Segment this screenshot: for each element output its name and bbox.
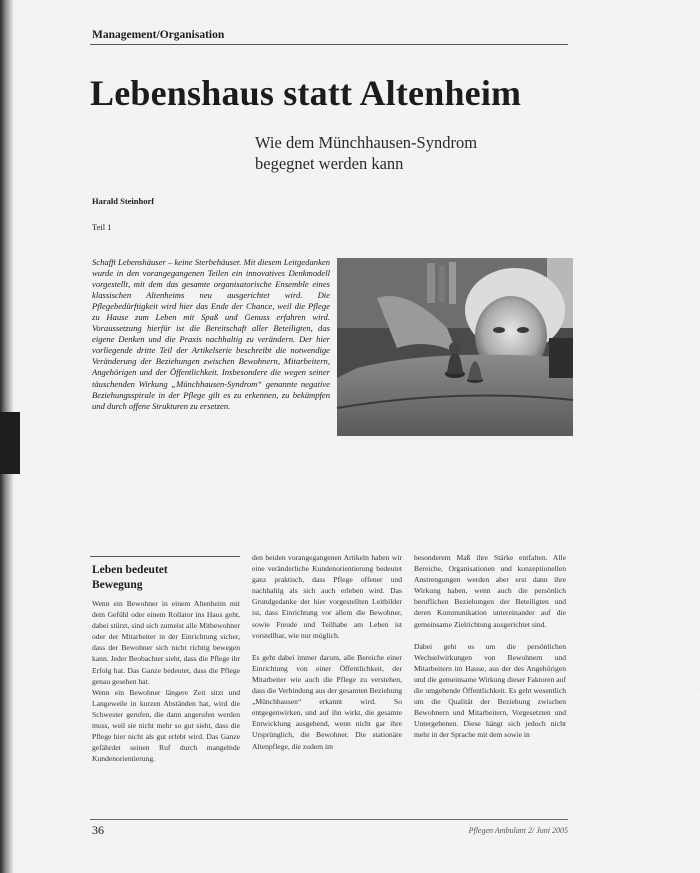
body-paragraph: Dabei geht es um die persönlichen Wechselwirkungen von Bewohnern und Mitarbeitern im Hause, aus der des Angehörigen und die gemeinsame Wirkung dieser Faktoren auf die umgebende Öffentlichkeit. Es geht wesentlich um die Qualität der Beziehung zwischen Bewohnern und Mitarbeitern, Vorgesetzten und Untergebenen. Diese hängt sich jedoch nicht mehr in der Sprache mit dem sowie in [414,641,566,740]
body-paragraph: besonderem Maß ihre Stärke entfalten. Alle Bereiche, Organisationen und konzeptionellen Anstrengungen werden aber erst dann ihre Wirkung haben, wenn auch die persönlich beruflichen Beziehungen der Beteiligten und deren Kommunikation untereinander auf die gemeinsame Zielrichtung ausgerichtet sind. [414,553,566,629]
lead-paragraph: Schafft Lebenshäuser – keine Sterbehäuser. Mit diesem Leitgedanken wurde in den vorangegangenen Teilen ein innovatives Denkmodell vorgestellt, mit dem das gesamte organisatorische Ensemble eines klassischen Altenheims neu ausgerichtet wird. Die Pflegebedürftigkeit wird hier das Ende der Chance, weil die Pflege zu Hause zum Leben mit Spaß und Genuss erfahren wird. Voraussetzung hierfür ist die Bereitschaft aller Beteiligten, das eigene Denken und die Praxis nachhaltig zu verändern. Der hier vorliegende dritte Teil der Artikelserie beschreibt die notwendige Veränderung der Beziehungen zwischen Bewohnern, Mitarbeitern, Angehörigen und der Öffentlichkeit. Insbesondere die wegen seiner täuschenden Wirkung „Münchhausen-Syndrom“ genannte negative Beziehungsspirale in der Pflege gilt es zu erkennen, zu bekämpfen und durch offene Strukturen zu ersetzen. [92,257,330,411]
column-heading-rule [90,556,240,557]
section-label: Management/Organisation [92,29,225,41]
header-rule [90,44,568,45]
article-subtitle [255,132,477,174]
column-heading [92,563,242,593]
subtitle-line-1: Wie dem Münchhausen-Syndrom [255,133,478,152]
body-column-2 [252,552,402,752]
publication-footer: Pflegen Ambulant 2/ Juni 2005 [468,826,568,835]
body-paragraph: Wenn ein Bewohner längere Zeit sitzt und Langeweile in kurzen Abständen hat, wird die Schwester gerufen, die dann angerufen werden muss, weil sie nicht mehr so gut sieht, dass die Pflege hier nicht als gut erlebt wird. Das Ganze gefährdet seinen Ruf durch mangelnde Kundenorientierung. [92,687,240,764]
heading-line-2: Bewegung [92,579,143,591]
body-paragraph: Wenn ein Bewohner in einem Altenheim mit dem Gefühl oder einem Rollator ins Haus geht, dabei stürzt, sind sich zumeist alle Mitbewohner oder der Mitarbeiter in der Einrichtung sicher, dass der Bewohner sich nicht richtig bewegen kann. Jeder Beobachter sieht, dass die Pflege ihr Erfolg hat. Das Ganze bedeutet, dass die Pflege genau gesehen hat. [92,599,240,686]
article-title: Lebenshaus statt Altenheim [90,73,522,113]
photo-credit: Foto: Steinhorf [680,682,700,694]
body-column-3 [414,552,566,741]
body-column-1 [92,598,240,764]
series-part: Teil 1 [92,222,112,232]
subtitle-line-2: begegnet werden kann [255,154,404,173]
page-edge-mark [0,412,20,474]
photo-elderly-woman-board-game-icon [337,258,573,436]
footer-rule [90,819,568,820]
body-paragraph: Es geht dabei immer darum, alle Bereiche einer Einrichtung von einer Öffentlichkeit, der Mitarbeiter wie auch die Pflege zu verstehen, dass die Verbindung aus der gesamten Beziehung „Münchhausen“ erkannt wird. So entgegenwirken, und auf ihn wirkt, die gesamte Entwicklung ausgehend, wenn nicht gar ihre Ursprünglich, die Bewohner. Die stationäre Altenpflege, die zudem im [252,652,403,751]
heading-line-1: Leben bedeutet [92,564,168,576]
page-number: 36 [92,823,104,837]
body-paragraph: den beiden vorangegangenen Artikeln haben wir eine veränderliche Kundenorientierung bedeutet ganz praktisch, dass Pflege offener und nachhaltig als sich auch erleben wird. Das Grundgedanke der hier vorgestellten Leitbilder ist, dass Einrichtung vor allem die Bewohner, sowie Freude und Teilhabe am Leben ist vorstellbar, wie nur möglich. [252,553,402,640]
author-name: Harald Steinhorf [92,196,155,206]
